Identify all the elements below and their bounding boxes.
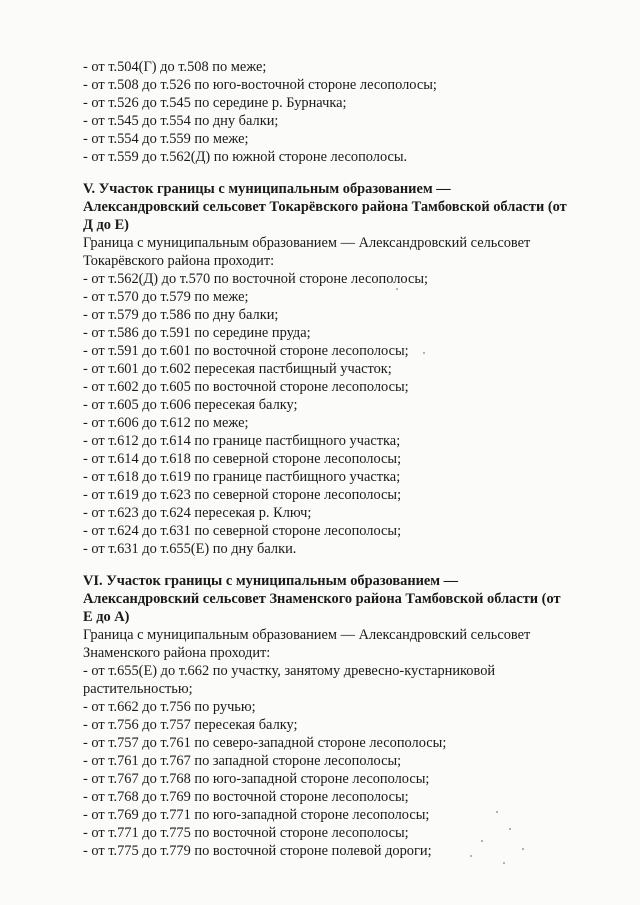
section-heading-line: VI. Участок границы с муниципальным образованием — <box>83 573 459 589</box>
boundary-item: - от т.769 до т.771 по юго-западной стороне лесополосы; <box>83 807 430 823</box>
boundary-item: - от т.756 до т.757 пересекая балку; <box>83 717 298 733</box>
scan-speck <box>509 828 511 830</box>
scan-speck <box>522 848 524 850</box>
scan-speck <box>470 855 472 857</box>
section-gap <box>83 558 603 572</box>
boundary-item: - от т.619 до т.623 по северной стороне лесополосы; <box>83 487 402 503</box>
scan-speck <box>423 352 425 354</box>
boundary-item: - от т.761 до т.767 по западной стороне лесополосы; <box>83 753 402 769</box>
boundary-item-continued: растительностью; <box>83 681 193 697</box>
scan-speck <box>396 288 398 290</box>
scan-speck <box>481 840 483 842</box>
boundary-item: - от т.508 до т.526 по юго-восточной стороне лесополосы; <box>83 77 437 93</box>
section-heading-line: Д до Е) <box>83 217 129 233</box>
boundary-item: - от т.767 до т.768 по юго-западной стороне лесополосы; <box>83 771 430 787</box>
boundary-item: - от т.504(Г) до т.508 по меже; <box>83 59 267 75</box>
boundary-item: - от т.624 до т.631 по северной стороне лесополосы; <box>83 523 402 539</box>
section-gap <box>83 166 603 180</box>
boundary-item: - от т.579 до т.586 по дну балки; <box>83 307 279 323</box>
boundary-item: - от т.614 до т.618 по северной стороне лесополосы; <box>83 451 402 467</box>
boundary-item: - от т.655(Е) до т.662 по участку, занятому древесно-кустарниковой <box>83 663 496 679</box>
boundary-item: - от т.559 до т.562(Д) по южной стороне лесополосы. <box>83 149 408 165</box>
boundary-item: - от т.601 до т.602 пересекая пастбищный участок; <box>83 361 392 377</box>
boundary-item: - от т.602 до т.605 по восточной стороне лесополосы; <box>83 379 409 395</box>
boundary-item: - от т.606 до т.612 по меже; <box>83 415 249 431</box>
boundary-item: - от т.768 до т.769 по восточной стороне лесополосы; <box>83 789 409 805</box>
document-body <box>83 58 603 860</box>
section-intro: Знаменского района проходит: <box>83 645 271 661</box>
boundary-item: - от т.623 до т.624 пересекая р. Ключ; <box>83 505 312 521</box>
boundary-item: - от т.775 до т.779 по восточной стороне полевой дороги; <box>83 843 432 859</box>
section-vi-body <box>83 626 603 860</box>
section-heading-line: Е до А) <box>83 609 130 625</box>
section-heading-line: V. Участок границы с муниципальным образованием — <box>83 181 451 197</box>
boundary-item: - от т.605 до т.606 пересекая балку; <box>83 397 298 413</box>
boundary-item: - от т.618 до т.619 по границе пастбищного участка; <box>83 469 401 485</box>
boundary-item: - от т.612 до т.614 по границе пастбищного участка; <box>83 433 401 449</box>
boundary-item: - от т.631 до т.655(Е) по дну балки. <box>83 541 297 557</box>
boundary-item: - от т.526 до т.545 по середине р. Бурначка; <box>83 95 347 111</box>
boundary-item: - от т.570 до т.579 по меже; <box>83 289 249 305</box>
section-vi-heading <box>83 572 603 626</box>
boundary-item: - от т.757 до т.761 по северо-западной стороне лесополосы; <box>83 735 447 751</box>
section-intro: Граница с муниципальным образованием — Александровский сельсовет <box>83 627 531 643</box>
boundary-item: - от т.586 до т.591 по середине пруда; <box>83 325 311 341</box>
boundary-item: - от т.662 до т.756 по ручью; <box>83 699 256 715</box>
section-heading-line: Александровский сельсовет Токарёвского района Тамбовской области (от <box>83 199 567 215</box>
boundary-list-top <box>83 58 603 166</box>
section-intro: Токарёвского района проходит: <box>83 253 275 269</box>
boundary-item: - от т.771 до т.775 по восточной стороне лесополосы; <box>83 825 409 841</box>
section-intro: Граница с муниципальным образованием — Александровский сельсовет <box>83 235 531 251</box>
section-heading-line: Александровский сельсовет Знаменского района Тамбовской области (от <box>83 591 561 607</box>
scan-speck <box>496 811 498 813</box>
boundary-item: - от т.591 до т.601 по восточной стороне лесополосы; <box>83 343 409 359</box>
boundary-item: - от т.554 до т.559 по меже; <box>83 131 249 147</box>
boundary-item: - от т.545 до т.554 по дну балки; <box>83 113 279 129</box>
scan-speck <box>503 862 505 864</box>
section-v-body <box>83 234 603 558</box>
section-v-heading <box>83 180 603 234</box>
boundary-item: - от т.562(Д) до т.570 по восточной стороне лесополосы; <box>83 271 429 287</box>
